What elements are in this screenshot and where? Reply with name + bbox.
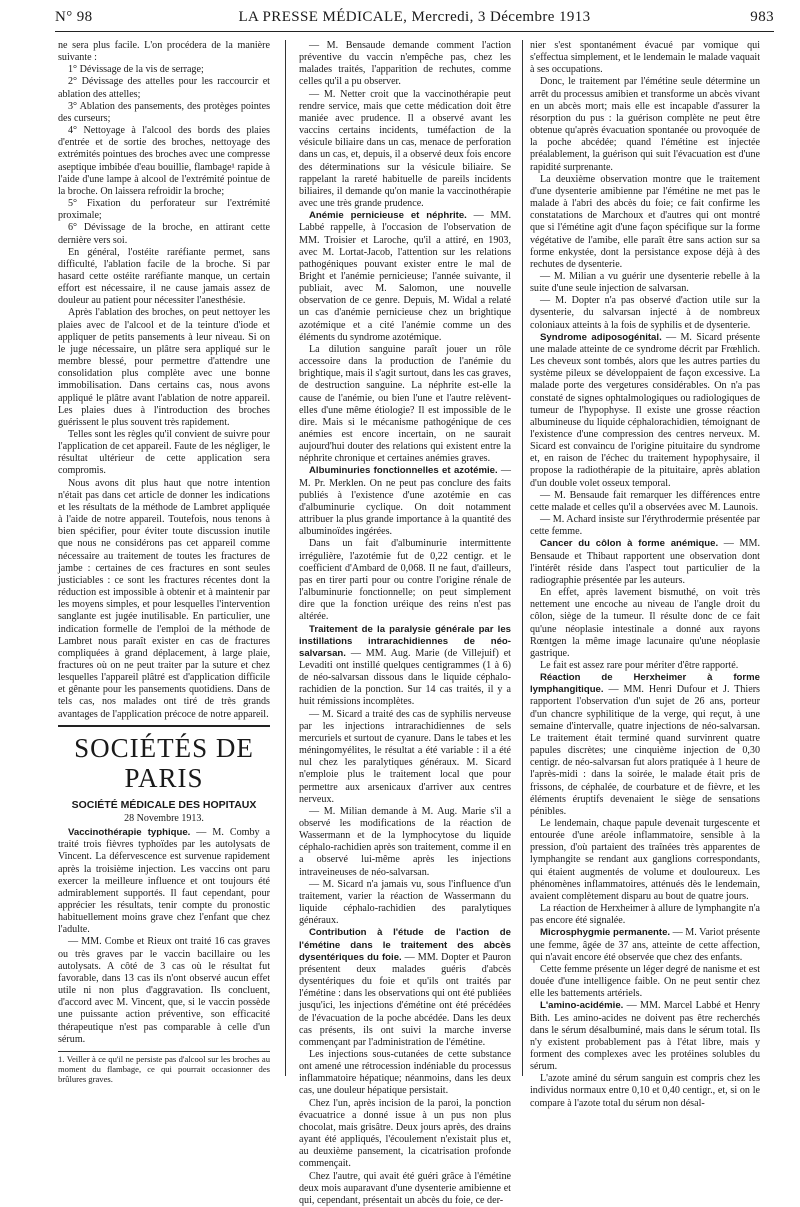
paragraph-text: — MM. Dopter et Pauron présentent deux malades guéris d'abcès dysentériques du foie et qu'ils ont traités par l'émétine : dans les observations qui ont été publiées jusqu'ici, les injections d'émétine ont été précédées de l'évacuation de la poche abcédée. Dans les deux cas présents, ils ont suivi la marche inverse commençant par l'administration de l'émétine. <box>299 951 511 1048</box>
list-item: 5° Fixation du perforateur sur l'extrémité proximale; <box>58 198 270 222</box>
paragraph-text: — MM. Bensaude et Thibaut rapportent une observation dont l'intérêt réside dans l'aspect tout particulier de la radiographie présentée par les auteurs. <box>530 538 760 586</box>
paragraph: La dilution sanguine paraît jouer un rôle accessoire dans la production de l'anémie du brightique, mais il s'agit surtout, dans les cas graves, de destruction sanguine. La néphrite est-elle la cause de l'anémie, ou bien l'une et l'autre relèvent-elles d'une même étiologie? Il est impossible de le dire. Mais si le mécanisme pathogénique de ces anémies est encore incertain, on ne saurait aujourd'hui douter des relations qui existent entre la néphrite chronique et certaines anémies graves. <box>299 343 511 465</box>
paragraph-text: — M. Pr. Merklen. On ne peut pas conclure des faits publiés à l'existence d'une azotémie en cas d'albuminurie cyclique. On doit notamment attribuer la plus grande importance à la quantité des albuminoïdes ingérées. <box>299 465 512 538</box>
paragraph: Telles sont les règles qu'il convient de suivre pour l'application de cet appareil. Faute de les négliger, le résultat ultérieur de cette application sera compromis. <box>58 429 270 477</box>
footnote: 1. Veiller à ce qu'il ne persiste pas d'alcool sur les broches au moment du flambage, ce qui pourrait occasionner des brûlures graves. <box>58 1051 270 1084</box>
item-heading: Albuminuries fonctionnelles et azotémie. <box>309 465 498 477</box>
paragraph: La réaction de Herxheimer à allure de lymphangite n'a pas encore été signalée. <box>530 903 760 927</box>
paragraph: L'azote aminé du sérum sanguin est compris chez les individus normaux entre 0,10 et 0,40 centigr., et, si on le compare à l'azote total du sérum non désal- <box>530 1073 760 1109</box>
paragraph: — MM. Combe et Rieux ont traité 16 cas graves ou très graves par le vaccin bacillaire ou les autolysats. A côté de 3 cas où le résultat fut favorable, dans 13 cas ils n'ont observé aucun effet utile ni non plus d'aggravation. Ils concluent, d'accord avec M. Vincent, que, si le vaccin possède une puissante action préventive, son efficacité thérapeutique n'est pas comparable à celle d'un sérum. <box>58 936 270 1045</box>
item-heading: Traitement de la paralysie générale par les instillations intrarachidiennes de néo-salvarsan. <box>299 623 511 659</box>
item-heading: Microsphygmie permanente. <box>540 927 671 939</box>
paragraph: — M. Netter croit que la vaccinothérapie peut rendre service, mais que cette médication doit être maniée avec prudence. Il a observé avant les vaccins certains incidents, tuméfaction de la vésicule biliaire dans un cas, menace de perforation dans un cas, et, depuis, il a observé deux fois encore des déterminations sur la vésicule biliaire. Se rappelant la rareté habituelle de pareils incidents biliaires, il demande qu'on manie la vaccinothérapie avec une très grande prudence. <box>299 88 511 210</box>
list-item: 2° Dévissage des attelles pour les raccourcir et ablation des attelles; <box>58 76 270 100</box>
paragraph: — M. Milian demande à M. Aug. Marie s'il a observé les modifications de la réaction de Wassermann et de la lymphocytose du liquide céphalo-rachidien après son traitement, comme il en a observé lui-même après les injections intraveineuses de néo-salvarsan. <box>299 805 511 878</box>
item-heading: Réaction de Herxheimer à forme lymphangitique. <box>530 672 760 696</box>
paragraph: nier s'est spontanément évacué par vomique qui s'effectua simplement, et le lendemain le malade vaquait à ses occupations. <box>530 40 760 76</box>
paragraph <box>58 827 270 936</box>
paragraph: Après l'ablation des broches, on peut nettoyer les plaies avec de l'alcool et de la teinture d'iode et appliquer de petits pansements à leur niveau. Si on le juge nécessaire, un plâtre sera appliqué sur le membre blessé, pour permettre d'attendre une consolidation plus complète avec une bonne immobilisation. Dans certains cas, nous avons appliqué le plâtre avant l'ablation de notre appareil. Les plaies dues à l'introduction des broches guérissent le plus souvent très rapidement. <box>58 307 270 428</box>
paragraph <box>299 465 511 538</box>
list-item: 3° Ablation des pansements, des protèges pointes des curseurs; <box>58 100 270 124</box>
paragraph: La deuxième observation montre que le traitement d'une dysenterie amibienne par l'émétine ne met pas le malade à l'abri des abcès du foie; ce fait confirme les constatations de Marchoux et d'autres qui ont montré que si l'émétine agit d'une façon spécifique sur la forme végétative de l'amibe, elle paraît être sans action sur sa forme enkystée, dont la persistance expose déjà à des rechutes de dysenterie. <box>530 173 760 270</box>
paragraph: — M. Sicard n'a jamais vu, sous l'influence d'un traitement, varier la réaction de Wassermann du liquide céphalo-rachidien des paralytiques généraux. <box>299 878 511 927</box>
item-heading: Cancer du côlon à forme anémique. <box>540 538 719 550</box>
paragraph: Cette femme présente un léger degré de nanisme et est douée d'une intelligence faible. On ne peut sentir chez elle les battements artériels. <box>530 963 761 1000</box>
paragraph <box>530 538 760 587</box>
paragraph: Le lendemain, chaque papule devenait turgescente et entourée d'une aréole inflammatoire, sensible à la pression, d'où partaient des traînées très apparentes de lymphangite se rendant aux ganglions correspondants, qui étaient augmentés de volume et douloureux. Les phénomènes inflammatoires, atténués dès le lendemain, avaient complètement disparu au bout de quatre jours. <box>530 818 760 902</box>
society-heading: SOCIÉTÉ MÉDICALE DES HOPITAUX <box>71 798 257 811</box>
paragraph-text: — M. Comby a traité trois fièvres typhoïdes par les autolysats de Vincent. La défervescence est survenue rapidement après la troisième injection. Les vaccins ont paru exercer la meilleure influence et ont toujours été admirablement supportés. Il faut cependant, pour apprécier les résultats, tenir compte du pronostic habituellement moins grave chez l'enfant que chez l'adulte. <box>58 827 271 936</box>
paragraph: — M. Milian a vu guérir une dysenterie rebelle à la suite d'une seule injection de salvarsan. <box>530 270 760 295</box>
column-left <box>58 40 271 1084</box>
issue-number: N° 98 <box>55 9 93 25</box>
journal-title: LA PRESSE MÉDICALE, Mercredi, 3 Décembre 1913 <box>238 9 591 25</box>
paragraph: Donc, le traitement par l'émétine seule détermine un arrêt du processus amibien et transforme un abcès vivant en un abcès mort; mais elle est incapable d'assurer la résorption du pus : la guérison complète ne peut être obtenue qu'après évacuation spontanée ou provoquée de la poche abcédée; quand l'émétine est injectée préalablement, la guérison qui suit l'évacuation est d'une rapidité surprenante. <box>530 76 760 173</box>
paragraph: ne sera plus facile. L'on procédera de la manière suivante : <box>58 40 270 64</box>
paragraph <box>530 332 760 490</box>
item-heading: L'amino-acidémie. <box>540 1000 624 1012</box>
paragraph: En général, l'ostéite raréfiante permet, sans difficulté, l'ablation facile de la broche. Si par hasard cette ostéite raréfiante manque, un certain effort est nécessaire, il ne cause jamais assez de douleur au patient pour nécessiter l'anesthésie. <box>58 246 270 307</box>
paragraph: — M. Dopter n'a pas observé d'action utile sur la dysenterie, du salvarsan injecté à de nombreux coloniaux atteints à la fois de syphilis et de dysenterie. <box>530 295 760 331</box>
paragraph-text: — MM. Aug. Marie (de Villejuif) et Levaditi ont instillé quelques centigrammes (1 à 6) de néo-salvarsan dissous dans le liquide céphalo-rachidien de la ponction. Sur 14 cas traités, il y a huit rémissions incomplètes. <box>299 647 511 708</box>
paragraph <box>530 1000 760 1073</box>
section-title: SOCIÉTÉS DE PARIS <box>58 725 270 793</box>
column-divider <box>522 40 523 1076</box>
paragraph: Chez l'autre, qui avait été guéri grâce à l'émétine deux mois auparavant d'une dysenterie amibienne et qui, cependant, présentait un abcès du foie, ce der- <box>299 1170 511 1206</box>
paragraph: — M. Bensaude demande comment l'action préventive du vaccin n'empêche pas, chez les malades traités, l'apparition de rechutes, comme celles qu'il a pu observer. <box>299 40 511 88</box>
session-date: 28 Novembre 1913. <box>124 812 204 824</box>
paragraph: — M. Achard insiste sur l'érythrodermie présentée par cette femme. <box>530 514 760 538</box>
page-number: 983 <box>750 9 774 25</box>
item-heading: Vaccinothérapie typhique. <box>68 827 191 839</box>
paragraph <box>530 927 760 963</box>
list-item: 4° Nettoyage à l'alcool des bords des plaies d'entrée et de sortie des broches, nettoyage des extrémités pointues des broches avec une compresse aseptique imbibée d'eau bouillie, flambage¹ rapide à l'aide d'une lampe à alcool de l'extrémité pointue de la broche. On laissera refroidir la broche; <box>58 125 270 197</box>
paragraph <box>299 624 511 709</box>
column-right <box>530 40 761 1109</box>
list-item: 1° Dévissage de la vis de serrage; <box>68 64 204 76</box>
paragraph: Les injections sous-cutanées de cette substance ont amené une rétrocession indéniable du processus inflammatoire hépatique; néanmoins, dans les deux cas, une douleur hépatique persistait. <box>299 1048 511 1097</box>
paragraph-text: — M. Variot présente une femme, âgée de 37 ans, atteinte de cette affection, qui n'avait encore été observée que chez des enfants. <box>530 927 760 963</box>
paragraph-text: — M. Sicard présente une malade atteinte de ce syndrome décrit par Frœhlich. Les cheveux sont tombés, alors que les autres parties du système pileux se développaient de façon excessive. La malade porte des vergetures considérables. On n'a pas constaté de signes ophtalmologiques ou radiologiques de tumeur de l'hypophyse. Il existe une grosse réaction albumineuse du liquide céphalorachidien, témoignant de l'existence d'une compression des centres nerveux. M. Sicard est convaincu de l'origine pituitaire du syndrome et, en raison de l'échec du traitement hypophysaire, il propose la radiothérapie de la pituitaire, après ablation d'un double volet osseux temporal. <box>530 331 760 489</box>
item-heading: Syndrome adiposogénital. <box>540 331 662 343</box>
page-header <box>55 9 774 32</box>
column-middle <box>299 40 512 1206</box>
list-item: 6° Dévissage de la broche, en attirant cette dernière vers soi. <box>58 222 270 246</box>
paragraph: Le fait est assez rare pour mériter d'être rapporté. <box>540 659 739 671</box>
paragraph <box>530 672 760 818</box>
paragraph: Nous avons dit plus haut que notre intention n'était pas dans cet article de donner les indications et les résultats de la méthode de Lambret appliquée à l'aide de notre appareil. Toutefois, nous tenons à bien spécifier, pour éviter toute discussion inutile que nous ne considérons pas cet appareil comme nécessaire au traitement de toutes les fractures de jambe : certaines de ces fractures en sont seules justiciables : ce sont les fractures récentes dont la réduction est impossible à obtenir et à maintenir par les moyens simples, et pour lesquelles l'intervention sanglante est jugée inutilisable. En particulier, une indication formelle de l'emploi de la méthode de Lambret nous paraît exister en cas de fractures compliquées à grand déplacement, à large plaie, fractures où on ne peut traiter par la suture et chez lesquelles l'appareil plâtré est d'application difficile et gênante pour les pansements quotidiens. Dans de tels cas, nos malades ont tiré de très grands avantages de l'application précoce de notre appareil. <box>58 477 270 720</box>
paragraph-text: — MM. Labbé rappelle, à l'occasion de l'observation de MM. Troisier et Laroche, qu'il a attiré, en 1903, avec M. Lortat-Jacob, l'attention sur les relations pathogéniques pouvant exister entre le mal de Bright et l'anémie pernicieuse; l'année suivante, il publiait, avec M. Salomon, une nouvelle observation de ce genre. Depuis, M. Widal a relaté un cas d'anémie pernicieuse chez un brightique azotémique et a cité l'anémie comme un des éléments du syndrome azotémique. <box>299 210 511 343</box>
item-heading: Anémie pernicieuse et néphrite. <box>309 210 467 222</box>
paragraph: — M. Bensaude fait remarquer les différences entre cette malade et celles qu'il a observées avec M. Launois. <box>530 489 760 513</box>
paragraph <box>299 210 511 344</box>
paragraph: — M. Sicard a traité des cas de syphilis nerveuse par les injections intrarachidiennes de sels mercuriels et surtout de cyanure. Dans le tabes et les méningomyélites, le résultat a été variable : il a été nul chez les paralytiques généraux. M. Sicard n'emploie plus le traitement local que pour permettre aux arsenicaux d'arriver aux centres nerveux. <box>299 708 511 805</box>
paragraph: Chez l'un, après incision de la paroi, la ponction évacuatrice a donné issue à un pus non plus chocolat, mais grisâtre. Deux jours après, des drains ayant été appliqués, l'écoulement n'existait plus et, au deuxième pansement, la cicatrisation profonde commençait. <box>299 1097 511 1170</box>
paragraph <box>299 927 511 1049</box>
paragraph: Dans un fait d'albuminurie intermittente irrégulière, l'azotémie fut de 0,22 centigr. et le coefficient d'Ambard de 0,068. Il ne faut, d'ailleurs, pas en tirer parti pour ou contre l'origine rénale de l'albuminurie fonctionnelle; on peut simplement dire que la fonction uréique des reins n'est pas altérée. <box>299 538 511 623</box>
paragraph-text: — MM. Marcel Labbé et Henry Bith. Les amino-acides ne doivent pas être recherchés dans le sérum désalbuminé, mais dans le sérum total. Ils n'y existent probablement pas à l'état libre, mais y forment des complexes avec les protéines solubles du sérum. <box>530 1000 760 1073</box>
item-heading: Contribution à l'étude de l'action de l'émétine dans le traitement des abcès dysentériques du foie. <box>299 927 511 963</box>
column-divider <box>285 40 286 1076</box>
paragraph-text: — MM. Henri Dufour et J. Thiers rapportent l'observation d'un sujet de 26 ans, porteur d'un chancre syphilitique de la verge, qui reçut, à une semaine d'intervalle, quatre injections de néo-salvarsan. Le traitement était terminé quand survinrent quatre papules discrètes; une cinquième injection de 0,30 centigr. de néo-salvarsan fut alors pratiquée à 1 heure de l'après-midi : dans la soirée, le malade était pris de frissons, de céphalée, de courbature et de fièvre, et les éléments éruptifs devenaient le siège de sensations pénibles. <box>530 684 760 817</box>
paragraph: En effet, après lavement bismuthé, on voit très nettement une encoche au niveau de l'angle droit du côlon, siège de la tumeur. Il résulte donc de ce fait qu'une néoplasie intestinale a donné aux rayons Rœntgen la même image lacunaire qu'une néoplasie gastrique. <box>530 587 760 659</box>
